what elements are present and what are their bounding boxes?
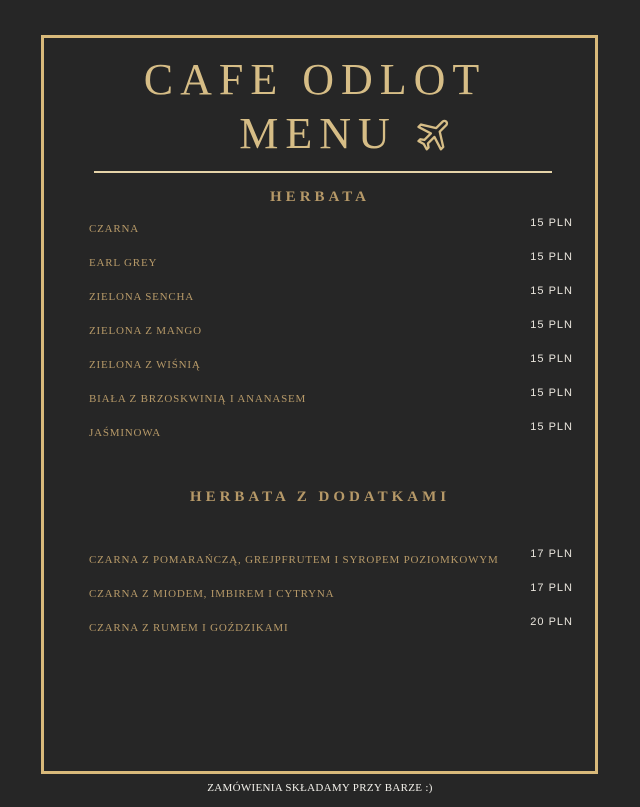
menu-item <box>89 548 589 574</box>
menu-item-name: JAŚMINOWA <box>89 427 161 439</box>
menu-item-name: BIAŁA Z BRZOSKWINIĄ I ANANASEM <box>89 393 307 405</box>
cafe-name-title: CAFE ODLOT <box>143 55 487 104</box>
menu-item <box>89 217 589 243</box>
menu-item <box>89 616 589 642</box>
menu-item <box>89 353 589 379</box>
menu-item-price: 15 PLN <box>530 421 573 433</box>
menu-item-price: 15 PLN <box>530 387 573 399</box>
menu-item-price: 15 PLN <box>530 217 573 229</box>
menu-item-price: 15 PLN <box>530 353 573 365</box>
menu-item-price: 15 PLN <box>530 251 573 263</box>
menu-item-name: CZARNA Z MIODEM, IMBIREM I CYTRYNA <box>89 588 335 600</box>
menu-item-price: 20 PLN <box>530 616 573 628</box>
menu-item-price: 15 PLN <box>530 285 573 297</box>
airplane-icon <box>415 114 455 154</box>
menu-item-price: 15 PLN <box>530 319 573 331</box>
menu-item-price: 17 PLN <box>530 582 573 594</box>
menu-item-name: ZIELONA Z MANGO <box>89 325 202 337</box>
menu-item-price: 17 PLN <box>530 548 573 560</box>
section-title-herbata-z-dodatkami: HERBATA Z DODATKAMI <box>189 489 451 505</box>
menu-item-name: ZIELONA SENCHA <box>89 291 195 303</box>
menu-item <box>89 319 589 345</box>
menu-item-name: CZARNA <box>89 223 140 235</box>
menu-item-name: ZIELONA Z WIŚNIĄ <box>89 359 201 371</box>
menu-item <box>89 251 589 277</box>
menu-item-name: CZARNA Z POMARAŃCZĄ, GREJPFRUTEM I SYROPEM POZIOMKOWYM <box>89 554 499 566</box>
section-title-herbata: HERBATA <box>270 189 370 205</box>
menu-item-name: EARL GREY <box>89 257 158 269</box>
menu-item-name: CZARNA Z RUMEM I GOŹDZIKAMI <box>89 622 289 634</box>
order-note-footer: ZAMÓWIENIA SKŁADAMY PRZY BARZE :) <box>207 782 433 794</box>
menu-item <box>89 387 589 413</box>
menu-item <box>89 285 589 311</box>
menu-item <box>89 421 589 447</box>
menu-title: MENU <box>239 109 397 158</box>
menu-item <box>89 582 589 608</box>
header-divider <box>94 171 552 173</box>
